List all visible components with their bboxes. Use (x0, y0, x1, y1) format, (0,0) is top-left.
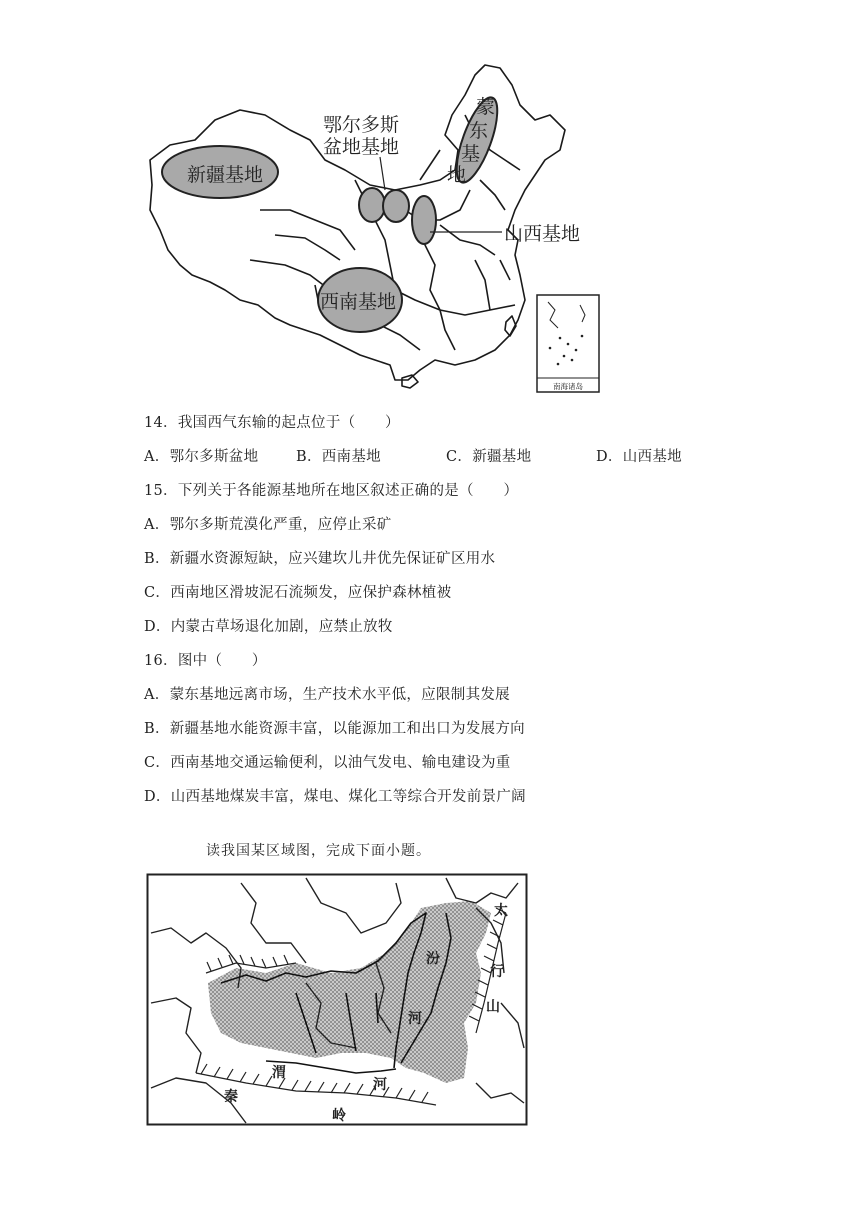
question-16-option-a: A．蒙东基地远离市场，生产技术水平低，应限制其发展 (144, 687, 510, 703)
label-ordos-line1: 鄂尔多斯 (323, 114, 400, 136)
inset-caption: 南海诸岛 (553, 382, 583, 391)
label-ordos-line2: 盆地基地 (323, 136, 400, 158)
label-wei: 渭 (272, 1065, 286, 1081)
question-14-option-a: A．鄂尔多斯盆地 (144, 449, 259, 465)
loess-region-map (146, 873, 528, 1126)
label-hang: 行 (490, 964, 504, 980)
label-shan: 山 (486, 999, 500, 1015)
question-15-stem: 15．下列关于各能源基地所在地区叙述正确的是（ ） (144, 483, 519, 499)
question-14-stem: 14．我国西气东输的起点位于（ ） (144, 415, 400, 431)
label-mengdong-4: 地 (447, 164, 467, 186)
intro-text: 读我国某区域图，完成下面小题。 (206, 843, 431, 859)
label-tai: 太 (494, 903, 508, 919)
label-mengdong-1: 蒙 (476, 96, 496, 118)
label-qin: 秦 (224, 1089, 238, 1105)
question-14-option-d: D．山西基地 (596, 449, 682, 465)
label-shanxi-base: 山西基地 (504, 223, 581, 245)
question-14-option-c: C．新疆基地 (446, 449, 532, 465)
label-xinan-base: 西南基地 (320, 291, 397, 313)
label-mengdong-2: 东 (469, 120, 489, 142)
question-15-option-c: C．西南地区滑坡泥石流频发，应保护森林植被 (144, 585, 452, 601)
question-15-option-b: B．新疆水资源短缺，应兴建坎儿井优先保证矿区用水 (144, 551, 496, 567)
question-15-option-d: D．内蒙古草场退化加剧，应禁止放牧 (144, 619, 393, 635)
south-china-sea-inset (537, 295, 599, 392)
china-energy-bases-map (140, 60, 620, 395)
question-16-option-d: D．山西基地煤炭丰富，煤电、煤化工等综合开发前景广阔 (144, 789, 526, 805)
label-fen: 汾 (426, 951, 440, 967)
label-mengdong-3: 基 (461, 143, 481, 165)
question-16-option-b: B．新疆基地水能资源丰富，以能源加工和出口为发展方向 (144, 721, 525, 737)
question-16-stem: 16．图中（ ） (144, 653, 267, 669)
question-15-option-a: A．鄂尔多斯荒漠化严重，应停止采矿 (144, 517, 392, 533)
question-14-option-b: B．西南基地 (296, 449, 381, 465)
label-ling: 岭 (332, 1108, 346, 1124)
question-16-option-c: C．西南基地交通运输便利，以油气发电、输电建设为重 (144, 755, 511, 771)
label-fen-river-he: 河 (408, 1011, 422, 1027)
label-wei-river-he: 河 (373, 1077, 387, 1093)
label-xinjiang-base: 新疆基地 (187, 164, 264, 186)
